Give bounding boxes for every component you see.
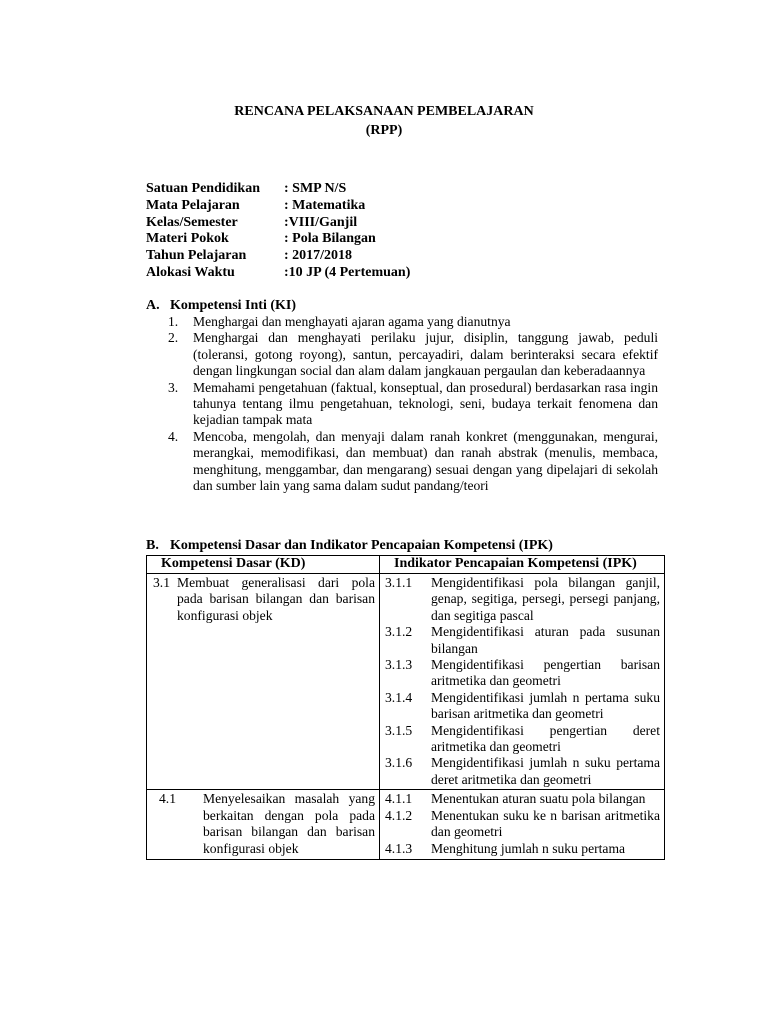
ipk-number: 3.1.4 [385,689,413,705]
identity-block [146,181,410,282]
identity-value: : 2017/2018 [284,248,353,264]
list-item-text: Menghargai dan menghayati perilaku jujur, disiplin, tanggung jawab, peduli (toleransi, gotong royong), santun, percayadiri, dalam berinteraksi secara efektif dengan lingkungan social dan alam dalam jangkauan pergaulan dan keberadaannya [193,330,658,379]
ipk-item [380,657,664,690]
section-a-heading [146,298,296,314]
section-a-title: Kompetensi Inti (KI) [170,298,296,313]
section-b-title: Kompetensi Dasar dan Indikator Pencapaian Kompetensi (IPK) [170,538,553,553]
ipk-text: Menentukan suku ke n barisan aritmetika dan geometri [431,807,660,840]
kd-cell [147,790,380,860]
ipk-text: Mengidentifikasi pengertian deret aritmetika dan geometri [431,722,660,755]
identity-label: Satuan Pendidikan [146,181,260,196]
table-row [147,790,665,860]
kd-content [147,574,379,626]
table-row [147,574,665,790]
kd-cell [147,574,380,790]
ipk-item [380,841,664,857]
ipk-text: Mengidentifikasi pengertian barisan aritmetika dan geometri [431,657,660,689]
document-title: RENCANA PELAKSANAAN PEMBELAJARAN [234,104,534,119]
identity-label: Materi Pokok [146,231,229,247]
ipk-text: Menentukan aturan suatu pola bilangan [431,791,646,807]
ipk-item [380,808,664,841]
ipk-list [380,574,664,789]
identity-row [146,248,410,265]
identity-row [146,231,410,248]
ipk-item [380,690,664,723]
identity-value: :10 JP (4 Pertemuan) [284,264,411,280]
ipk-cell [380,574,665,790]
list-item-text: Memahami pengetahuan (faktual, konseptual, dan prosedural) berdasarkan rasa ingin tahunya tentang ilmu pengetahuan, teknologi, seni, budaya terkait fenomena dan kejadian tampak mata [193,379,658,428]
kd-content [147,790,379,859]
identity-label: Alokasi Waktu [146,264,235,280]
list-item-number: 4. [168,428,179,444]
list-item [168,330,658,379]
column-header-ipk: Indikator Pencapaian Kompetensi (IPK) [380,556,665,574]
ipk-number: 3.1.6 [385,755,413,771]
identity-value: : Matematika [284,197,366,213]
list-item-number: 1. [168,314,179,329]
ipk-text: Mengidentifikasi aturan pada susunan bilangan [431,624,660,656]
identity-label: Mata Pelajaran [146,197,240,213]
identity-row [146,181,410,198]
list-item [168,314,658,330]
ipk-item [380,624,664,657]
ipk-number: 4.1.2 [385,807,413,823]
ipk-item [380,723,664,756]
ipk-number: 3.1.3 [385,657,413,673]
identity-label: Kelas/Semester [146,214,238,230]
list-item [168,380,658,429]
section-b-heading [146,538,553,554]
document-subtitle: (RPP) [365,123,403,138]
ipk-text: Mengidentifikasi jumlah n pertama suku barisan aritmetika dan geometri [431,689,660,722]
ipk-list [380,790,664,858]
identity-row [146,198,410,215]
ipk-text: Menghitung jumlah n suku pertama [431,840,626,856]
ipk-number: 4.1.3 [385,840,413,856]
section-a-letter: A. [146,298,160,313]
identity-value: : Pola Bilangan [284,231,376,247]
list-item-number: 2. [168,330,179,346]
list-item-text: Menghargai dan menghayati ajaran agama yang dianutnya [193,314,511,329]
column-header-kd: Kompetensi Dasar (KD) [147,556,380,574]
ipk-number: 3.1.1 [385,575,413,590]
ipk-item [380,755,664,788]
ipk-item [380,575,664,624]
kd-number: 3.1 [153,575,170,590]
identity-label: Tahun Pelajaran [146,248,247,264]
kd-ipk-table [146,555,665,860]
ipk-number: 3.1.2 [385,624,413,640]
identity-value: :VIII/Ganjil [284,214,358,230]
ipk-item [380,791,664,807]
ipk-number: 3.1.5 [385,722,413,738]
identity-row [146,215,410,232]
identity-row [146,265,410,282]
ipk-text: Mengidentifikasi pola bilangan ganjil, genap, segitiga, persegi, persegi panjang, dan segitiga pascal [431,575,660,623]
identity-value: : SMP N/S [284,181,347,196]
kd-number: 4.1 [159,791,176,807]
ipk-cell [380,790,665,860]
list-item-text: Mencoba, mengolah, dan menyaji dalam ranah konkret (menggunakan, mengurai, merangkai, memodifikasi, dan membuat) dan ranah abstrak (menulis, membaca, menghitung, menggambar, dan mengarang) sesuai dengan yang dipelajari di sekolah dan sumber lain yang sama dalam sudut pandang/teori [193,428,658,494]
ipk-number: 4.1.1 [385,791,413,807]
ipk-text: Mengidentifikasi jumlah n suku pertama deret aritmetika dan geometri [431,755,660,787]
kd-text: Membuat generalisasi dari pola pada barisan bilangan dan barisan konfigurasi objek [177,575,375,623]
section-b-letter: B. [146,538,159,553]
ki-list [168,314,658,494]
table-header-row [147,556,665,574]
list-item [168,429,658,495]
kd-text: Menyelesaikan masalah yang berkaitan dengan pola pada barisan bilangan dan barisan konfigurasi objek [203,791,375,856]
list-item-number: 3. [168,379,179,395]
